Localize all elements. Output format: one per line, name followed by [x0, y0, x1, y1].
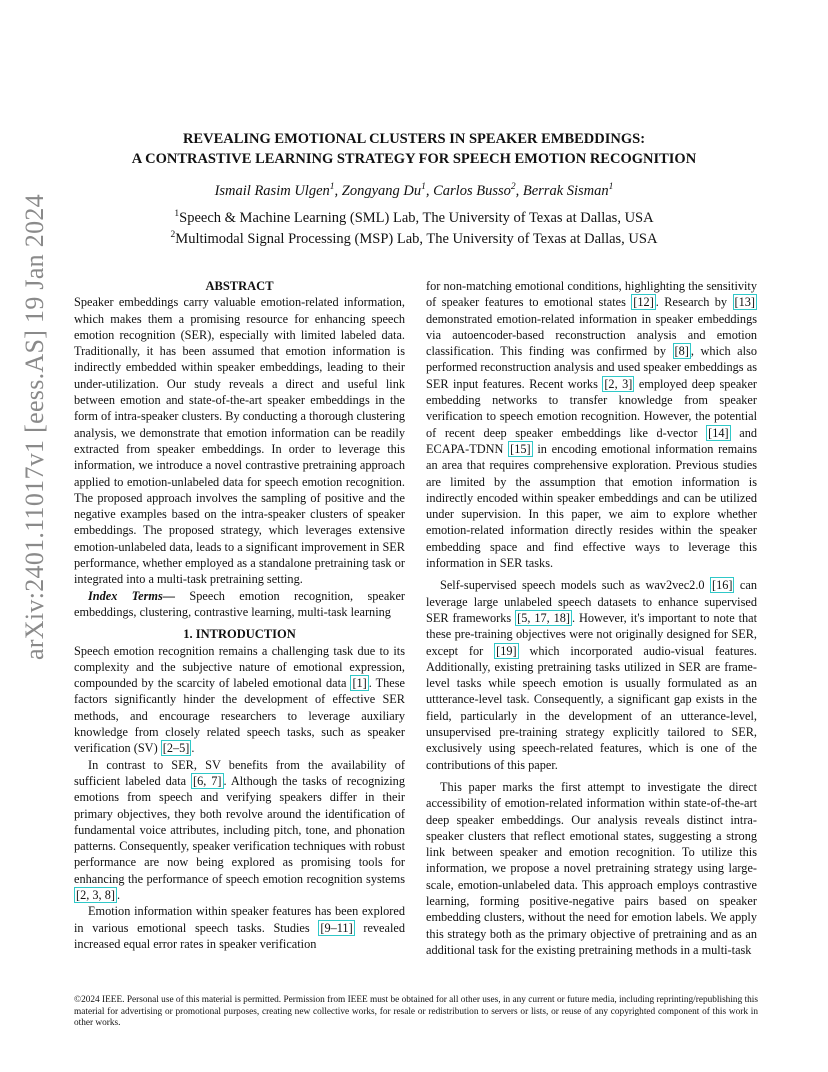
text-run: and ECAPA-TDNN [426, 425, 757, 456]
citation-link[interactable]: [9–11] [320, 920, 353, 935]
affiliation-text: Multimodal Signal Processing (MSP) Lab, The University of Texas at Dallas, USA [175, 231, 658, 247]
author-mark: 1 [608, 182, 614, 193]
copyright-footnote: ©2024 IEEE. Personal use of this material is permitted. Permission from IEEE must be obtained for all other uses, in any current or future media, including reprinting/republishing this material for advertising or promotional purposes, creating new collective works, for resale or redistribution to servers or lists, or reuse of any copyrighted component of this work in other works. [74, 995, 758, 1028]
intro-paragraph [74, 903, 405, 952]
text-run: employed deep speaker embedding networks to transfer knowledge from speaker verification to speech emotion recognition. However, the potential of recent deep speaker embeddings like d-vector [426, 376, 757, 440]
citation-link[interactable]: [19] [496, 643, 517, 658]
right-column [426, 278, 757, 958]
author: Ismail Rasim Ulgen [214, 183, 330, 199]
affiliation-text: Speech & Machine Learning (SML) Lab, The University of Texas at Dallas, USA [179, 210, 654, 226]
intro-paragraph [74, 643, 405, 757]
intro-paragraph [426, 577, 757, 773]
citation-link[interactable]: [2, 3, 8] [76, 887, 115, 902]
arxiv-identifier: arXiv:2401.11017v1 [eess.AS] 19 Jan 2024 [20, 194, 49, 660]
citation-link[interactable]: [8] [674, 344, 689, 359]
abstract-heading: ABSTRACT [205, 279, 274, 293]
abstract-text: Speaker embeddings carry valuable emotion-related information, which makes them a promising resource for enhancing speech emotion recognition (SER), especially with limited labeled data. Traditionally, it has been assumed that emotion information is indirectly embedded within speaker embeddings, leading to their under-utilization. Our study reveals a direct and useful link between emotion and state-of-the-art speaker embeddings in the form of intra-speaker clusters. By conducting a thorough clustering analysis, we demonstrate that emotion information can be readily extracted from speaker embeddings. In order to leverage this information, we introduce a novel contrastive pretraining approach applied to emotion-unlabeled data for speech emotion recognition. The proposed approach involves the sampling of positive and the negative examples based on the intra-speaker clusters of speaker embeddings. The proposed strategy, which leverages extensive emotion-unlabeled data, leads to a significant improvement in SER performance, whether employed as a standalone pretraining task or integrated into a multi-task pretraining setting. [74, 295, 405, 587]
text-run: Emotion information within speaker features has been explored in various emotional speech tasks. Studies [74, 904, 405, 935]
citation-link[interactable]: [12] [633, 295, 654, 310]
left-column [74, 278, 405, 952]
index-terms-label: Index Terms— [88, 588, 176, 603]
author: Carlos Busso [433, 183, 511, 199]
author-sep: , [425, 183, 434, 199]
text-run: . [191, 741, 195, 756]
text-run: . Although the tasks of recognizing emotions from speech and verifying speakers differ in their primary objectives, they both revolve around the identification of fundamental voice attributes, including pitch, tone, and phonation patterns. Consequently, speaker verification techniques with robust performance are now being explored as promising tools for enhancing the performance of speech emotion recognition systems [74, 773, 405, 886]
text-run: . [116, 887, 121, 902]
text-run: demonstrated emotion-related information in speaker embeddings via autoencoder-based reconstruction analysis and emotion classification. This finding was confirmed by [426, 311, 757, 359]
text-run: for non-matching emotional conditions, highlighting the sensitivity of speaker features to emotional states [426, 279, 757, 310]
text-run: Speech emotion recognition remains a challenging task due to its complexity and the subjective nature of emotional expression, compounded by the scarcity of labeled emotional data [74, 643, 405, 691]
citation-link[interactable]: [16] [711, 578, 733, 593]
section-heading-introduction: 1. INTRODUCTION [183, 627, 296, 642]
text-run: which incorporated audio-visual features. Additionally, existing pretraining tasks utilized in SER are frame-level tasks while speech emotion is usually formulated as an uttterance-level task. Consequently, a significant gap exists in the field, particularly in the development of an utterance-level, unsupervised pre-training strategy explicitly tailored to SER, exclusively using speech-related features, which is one of the contributions of this paper. [426, 643, 758, 772]
citation-link[interactable]: [15] [510, 441, 531, 456]
text-run: In contrast to SER, SV benefits from the availability of sufficient labeled data [74, 757, 405, 788]
text-run: in encoding emotional information remains an area that requires comprehensive exploration. Previous studies are limited by the assumption that emotion information is indirectly encoded within speaker embeddings and can be utilized under supervision. In this paper, we aim to explore whether emotion-related information directly resides within the speaker embedding space and find effective ways to leverage this information in SER tasks. [426, 441, 758, 571]
intro-paragraph [426, 278, 757, 571]
text-run: . These factors significantly hinder the development of effective SER methods, and encourage researchers to leverage auxiliary knowledge from closely related speech tasks, such as speaker verification (SV) [74, 676, 405, 756]
author-mark: 1 [329, 182, 335, 193]
author-sep: , [515, 183, 523, 199]
citation-link[interactable]: [14] [708, 425, 729, 440]
author-list [60, 183, 768, 200]
affiliation-mark: 2 [170, 230, 176, 241]
citation-link[interactable]: [1] [352, 676, 367, 691]
paper-header [60, 129, 768, 250]
citation-link[interactable]: [2–5] [162, 741, 190, 756]
index-terms-text: Speech emotion recognition, speaker embeddings, clustering, contrastive learning, multi-task learning [74, 588, 405, 619]
author-mark: 2 [510, 182, 516, 193]
paper-title [60, 129, 768, 169]
intro-paragraph: This paper marks the first attempt to investigate the direct accessibility of emotion-related information within state-of-the-art deep speaker embeddings. Our analysis reveals distinct intra-speaker clusters that reflect emotional states, suggesting a strong link between speaker and emotion recognition. To utilize this information, we propose a novel pretraining strategy using large-scale, emotion-unlabeled data. This approach employs contrastive learning, forming positive-negative pairs based on speaker embedding clusters, without the need for emotion labels. We apply this strategy both as the primary objective of pretraining and as an additional task for the existing pretraining methods in a multi-task [426, 779, 757, 957]
text-run: Self-supervised speech models such as wav2vec2.0 [440, 578, 710, 593]
affiliation-mark: 1 [174, 209, 180, 220]
affiliation-list [60, 208, 768, 250]
index-terms [74, 588, 405, 621]
affiliation [60, 208, 768, 229]
text-run: , which also performed reconstruction analysis and used speaker embeddings as SER input features. Recent works [426, 344, 757, 391]
citation-link[interactable]: [13] [734, 295, 755, 310]
citation-link[interactable]: [6, 7] [193, 773, 222, 788]
text-run: revealed increased equal error rates in speaker verification [74, 920, 405, 951]
citation-link[interactable]: [5, 17, 18] [517, 610, 571, 625]
intro-paragraph [74, 757, 405, 904]
author: Berrak Sisman [522, 183, 609, 199]
title-line-1: REVEALING EMOTIONAL CLUSTERS IN SPEAKER EMBEDDINGS: [182, 131, 646, 147]
text-run: . However, it's important to note that these pre-training objectives were not originally designed for SER, except for [426, 610, 758, 658]
author: Zongyang Du [341, 183, 422, 199]
text-run: . Research by [655, 295, 733, 310]
affiliation [60, 229, 768, 250]
citation-link[interactable]: [2, 3] [604, 376, 633, 391]
text-run: can leverage large unlabeled speech datasets to enhance supervised SER frameworks [426, 578, 757, 625]
author-mark: 1 [421, 182, 426, 193]
author-sep: , [334, 183, 342, 199]
title-line-2: A CONTRASTIVE LEARNING STRATEGY FOR SPEECH EMOTION RECOGNITION [131, 151, 697, 167]
